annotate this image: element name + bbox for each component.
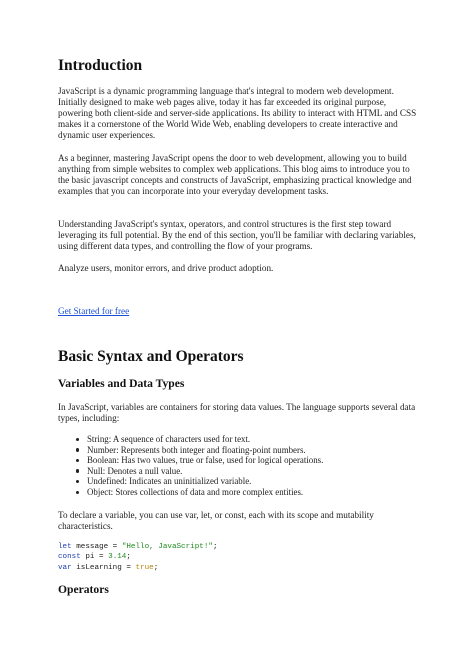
code-identifier: pi = [80,553,109,562]
code-value: true [135,563,154,572]
intro-paragraph-3: Understanding JavaScript's syntax, operators, and control structures is the first step toward leveraging its full potential. By the end of this section, you'll be familiar with declaring variables, using different data types, and controlling the flow of your programs. [58,219,416,252]
list-item: Null: Denotes a null value. [58,466,323,477]
variables-heading: Variables and Data Types [58,377,185,390]
get-started-link[interactable]: Get Started for free [58,306,130,316]
code-keyword: let [58,543,72,551]
intro-paragraph-4: Analyze users, monitor errors, and drive product adoption. [58,263,274,273]
code-punct: ; [126,553,131,562]
list-item: Number: Represents both integer and floating-point numbers. [58,445,323,456]
code-punct: ; [212,543,218,551]
code-identifier: isLearning = [71,563,136,572]
code-keyword: const [58,553,81,562]
declare-paragraph: To declare a variable, you can use var, let, or const, each with its scope and mutability characteristics. [58,510,374,532]
code-punct: ; [153,563,159,572]
code-value: 3.14 [108,553,127,562]
variables-intro: In JavaScript, variables are containers for storing data values. The language supports several data types, including: [58,402,416,424]
intro-paragraph-2: As a beginner, mastering JavaScript opens the door to web development, allowing you to build anything from simple websites to complex web applications. This blog aims to introduce you to the basic javascript concepts and constructs of JavaScript, emphasizing practical knowledge and examples that you can incorporate into your everyday development tasks. [58,153,412,197]
list-item: Boolean: Has two values, true or false, used for logical operations. [58,455,323,466]
intro-paragraph-1: JavaScript is a dynamic programming language that's integral to modern web development. Initially designed to make web pages alive, today it has far exceeded its original purpose, powering both client-side and server-side applications. Its ability to interact with HTML and CSS makes it a cornerstone of the World Wide Web, enabling developers to create interactive and dynamic user experiences. [58,86,417,141]
operators-heading: Operators [58,583,109,596]
code-identifier: message = [71,543,122,551]
list-item: String: A sequence of characters used for text. [58,434,323,445]
code-value: "Hello, JavaScript!" [121,543,213,551]
syntax-heading: Basic Syntax and Operators [58,348,244,365]
data-types-list [58,434,323,498]
list-item: Object: Stores collections of data and more complex entities. [58,487,323,498]
intro-heading: Introduction [58,57,143,74]
list-item: Undefined: Indicates an uninitialized variable. [58,476,323,487]
code-block [58,542,218,573]
code-keyword: var [58,563,72,572]
